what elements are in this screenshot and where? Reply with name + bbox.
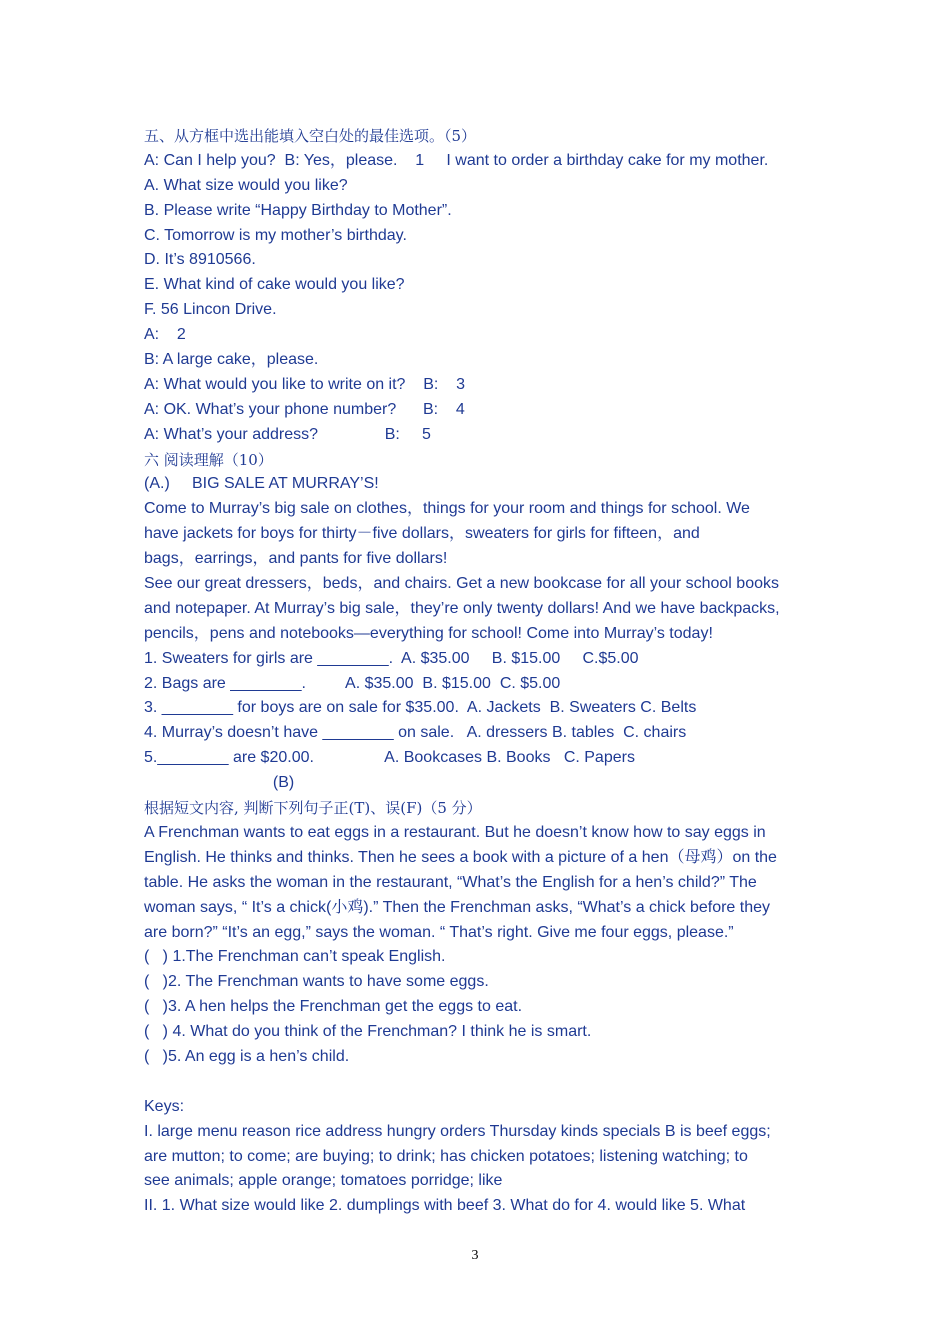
tf-statement: ( )2. The Frenchman wants to have some eggs. xyxy=(144,973,489,991)
tf-statement: ( )5. An egg is a hen’s child. xyxy=(144,1047,350,1065)
passage-line: pencils，pens and notebooks—everything for school! Come into Murray’s today! xyxy=(144,624,713,642)
section6-heading: 六 阅读理解（10） xyxy=(144,450,273,469)
dialogue-line: B: A large cake，please. xyxy=(144,351,319,369)
tf-statement: ( )3. A hen helps the Frenchman get the eggs to eat. xyxy=(144,998,523,1016)
question: 1. Sweaters for girls are ________. A. $35.00 B. $15.00 C.$5.00 xyxy=(144,649,639,667)
question: 4. Murray’s doesn’t have ________ on sale. A. dressers B. tables C. chairs xyxy=(144,724,687,742)
passage-line: A Frenchman wants to eat eggs in a restaurant. But he doesn’t know how to say eggs in xyxy=(144,823,766,841)
question: 2. Bags are ________. A. $35.00 B. $15.00 C. $5.00 xyxy=(144,674,561,692)
blank-line xyxy=(144,1070,824,1095)
option-b: B. Please write “Happy Birthday to Mother”. xyxy=(144,201,452,219)
passage-line: and notepaper. At Murray’s big sale，they’re only twenty dollars! And we have backpacks, xyxy=(144,599,780,617)
option-a: A. What size would you like? xyxy=(144,176,348,194)
dialogue-line: A: 2 xyxy=(144,326,186,344)
tf-statement: ( ) 4. What do you think of the Frenchman? I think he is smart. xyxy=(144,1023,592,1041)
passage-line: bags，earrings，and pants for five dollars! xyxy=(144,550,448,568)
document-body xyxy=(144,124,824,1219)
keys-line: see animals; apple orange; tomatoes porridge; like xyxy=(144,1172,503,1190)
part-a-title: (A.) BIG SALE AT MURRAY’S! xyxy=(144,475,379,493)
part-b-instruction: 根据短文内容, 判断下列句子正(T)、误(F)（5 分） xyxy=(144,799,482,818)
passage-line: table. He asks the woman in the restaurant, “What’s the English for a hen’s child?” The xyxy=(144,873,757,891)
option-f: F. 56 Lincon Drive. xyxy=(144,301,277,319)
page-number: 3 xyxy=(471,1248,479,1263)
keys-heading: Keys: xyxy=(144,1097,185,1115)
option-c: C. Tomorrow is my mother’s birthday. xyxy=(144,226,407,244)
passage-line: English. He thinks and thinks. Then he sees a book with a picture of a hen（母鸡）on the xyxy=(144,848,777,866)
option-e: E. What kind of cake would you like? xyxy=(144,276,405,294)
keys-line: are mutton; to come; are buying; to drink; has chicken potatoes; listening watching; to xyxy=(144,1147,748,1165)
dialogue-line: A: OK. What’s your phone number? B: 4 xyxy=(144,400,465,418)
dialogue-line: A: What’s your address? B: 5 xyxy=(144,425,431,443)
keys-line: II. 1. What size would like 2. dumplings with beef 3. What do for 4. would like 5. What xyxy=(144,1197,746,1215)
part-b-title: (B) xyxy=(144,774,295,792)
option-d: D. It’s 8910566. xyxy=(144,251,256,269)
keys-line: I. large menu reason rice address hungry orders Thursday kinds specials B is beef eggs; xyxy=(144,1122,771,1140)
dialogue-intro: A: Can I help you? B: Yes，please. 1 I want to order a birthday cake for my mother. xyxy=(144,151,769,169)
passage-line: See our great dressers，beds，and chairs. Get a new bookcase for all your school books xyxy=(144,575,779,593)
passage-line: woman says, “ It’s a chick(小鸡).” Then the Frenchman asks, “What’s a chick before they xyxy=(144,898,771,916)
section5-heading: 五、从方框中选出能填入空白处的最佳选项。（5） xyxy=(144,127,477,145)
passage-line: Come to Murray’s big sale on clothes，things for your room and things for school. We xyxy=(144,500,750,518)
question: 3. ________ for boys are on sale for $35.00. A. Jackets B. Sweaters C. Belts xyxy=(144,699,697,717)
passage-line: have jackets for boys for thirty－five dollars，sweaters for girls for fifteen，and xyxy=(144,525,700,543)
question: 5.________ are $20.00. A. Bookcases B. Books C. Papers xyxy=(144,749,635,767)
tf-statement: ( ) 1.The Frenchman can’t speak English. xyxy=(144,948,446,966)
passage-line: are born?” “It’s an egg,” says the woman. “ That’s right. Give me four eggs, please.” xyxy=(144,923,734,941)
dialogue-line: A: What would you like to write on it? B: 3 xyxy=(144,375,466,393)
